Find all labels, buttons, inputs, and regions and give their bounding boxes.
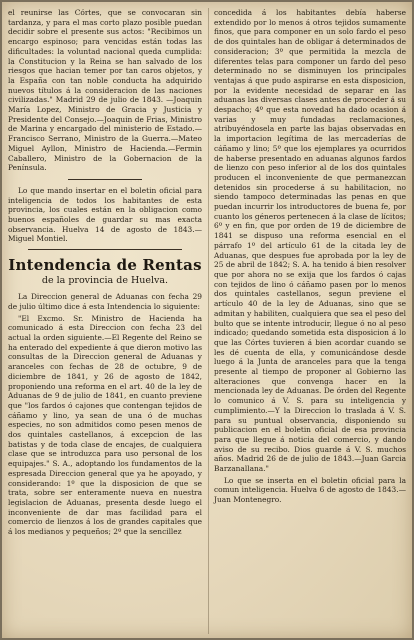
right-column	[214, 8, 406, 507]
left-column	[8, 8, 202, 539]
closing-notice: Lo que se inserta en el boletin oficial para la comun inteligencia. Huelva 6 de agosto de 1843.—Juan Montenegro.	[214, 475, 406, 505]
section-body: "El Excmo. Sr. Ministro de Hacienda ha comunicado á esta Direccion con fecha 23 del actual la orden siguiente.—El Regente del Reino se ha enterado del expediente á que dieron motivo las consultas de la Direccion general de Aduanas y aranceles con fechas de 28 de octubre, 9 de diciembre de 1841, y 26 de agosto de 1842, proponiendo una reforma en el art. 40 de la ley de Aduanas de 9 de julio de 1841, en cuanto previene que "los fardos ó cajones que contengan tejidos de cáñamo y lino, ya sean de una ó de muchas especies, no son admitidos como pesen menos de dos quintales castellanos, á excepcion de las batistas y de toda clase de encajes, de cualquiera clase que se introduzca para uso personal de los equipajes." S. A., adoptando los fundamentos de la espresada Direccion general que ya he apoyado, y considerando: 1º que la disposicion de que se trata, sobre ser enteramente nueva en nuestra legislacion de Aduanas, presenta desde luego el inconveniente de dar mas facilidad para el comercio de lienzos á los de grandes capitales que á los medianos y pequeños; 2º que la sencillez	[8, 313, 202, 537]
section-title: Intendencia de Rentas	[8, 256, 202, 275]
publication-order: Lo que mando insertar en el boletin oficial para inteligencia de todos los habitantes de esta provincia, los cuales están en la obligacion como buenos españoles de guardar su mas exacta observancia. Huelva 14 de agosto de 1843.—Miguel Montiel.	[8, 185, 202, 244]
newspaper-page	[2, 2, 412, 638]
section-rule	[28, 249, 182, 250]
divider-rule	[68, 179, 142, 180]
section-intro: La Direccion general de Aduanas con fecha 29 de julio último dice á esta Intendencia lo siguiente:	[8, 292, 202, 311]
continued-text: concedida á los habitantes debía haberse extendido por lo menos á otros tejidos sumamente finos, que para componer en un solo fardo el peso de dos quintales han de obligar á determinados de consideracion; 3º que permitida la mezcla de diferentes telas para componer un fardo del peso determinado no se disminuyen los principales ventajas á que pudo aspirarse en esta disposicion, por la evidente necesidad de separar en las aduanas las diversas clases antes de proceder á su despacho; 4º que esta novedad ha dado ocasion á varias y muy fundadas reclamaciones, atribuyéndosela en parte las bajas observadas en la importacion legítima de las mercaderías de cáñamo y lino; 5º que los ejemplares ya ocurridos de haberse presentado en aduanas algunos fardos de lienzo con peso inferior al de los dos quintales producen el inconveniente de que permanezcan detenidos sin procederse á su habilitacion, no siendo tampoco determinadas las penas en que puedan incurrir los introductores de buena fe, por cuanto los géneros pertenecen á la clase de lícitos; 6º y en fin, que por orden de 19 de diciembre de 1841 se dispuso una reforma esencial en el párrafo 1º del artículo 61 de la citada ley de Aduanas, que despues fue aprobada por la ley de 25 de abril de 1842; S. A. ha tenido á bien resolver que por ahora no se exija que los fardos ó cajas con tejidos de lino ó cáñamo pasen por lo menos dos quintales castellanos, segun previene el artículo 40 de la ley de Aduanas, sino que se admitan y habiliten, cualquiera que sea el peso del bulto que se intente introducir, llegue ó no al peso indicado; quedando sometida esta disposicion á lo que las Córtes tuvieren á bien acordar cuando se les dé cuenta de ella, y comunicándose desde luego á la Junta de aranceles para que la tenga presente al tiempo de proponer al Gobierno las alteraciones que convenga hacer en la mencionada ley de Aduanas. De órden del Regente lo comunico á V. S. para su inteligencia y cumplimiento.—Y la Direccion lo traslada á V. S. para su puntual observancia, disponiendo su publicacion en el boletin oficial de esa provincia para que llegue á noticia del comercio, y dando aviso de su recibo. Dios guarde á V. S. muchos años. Madrid 26 de de julio de 1843.—Juan Garcia Barzanallana."	[214, 8, 406, 474]
column-divider	[208, 8, 209, 634]
decree-text: el reunirse las Córtes, que se convocaran sin tardanza, y para el mas corto plazo posible puedan decidir sobre el presente sus actos: "Recibimos un encargo espinoso; para vencidas están todas las dificultades: la voluntad nacional queda cumplida: la Constitucion y la Reina se han salvado de los riesgos que hacian temer por tan caros objetos, y la España con tan noble conducta ha adquirido nuevos títulos á la consideracion de las naciones civilizadas." Madrid 29 de julio de 1843. —Joaquin María Lopez, Ministro de Gracia y Justicia y Presidente del Consejo.—Joaquin de Frias, Ministro de Marina y encargado del ministerio de Estado.—Francisco Serrano, Ministro de la Guerra.—Mateo Miguel Ayllon, Ministro de Hacienda.—Fermin Caballero, Ministro de la Gobernacion de la Península.	[8, 8, 202, 173]
section-subtitle: de la provincia de Huelva.	[41, 275, 169, 287]
